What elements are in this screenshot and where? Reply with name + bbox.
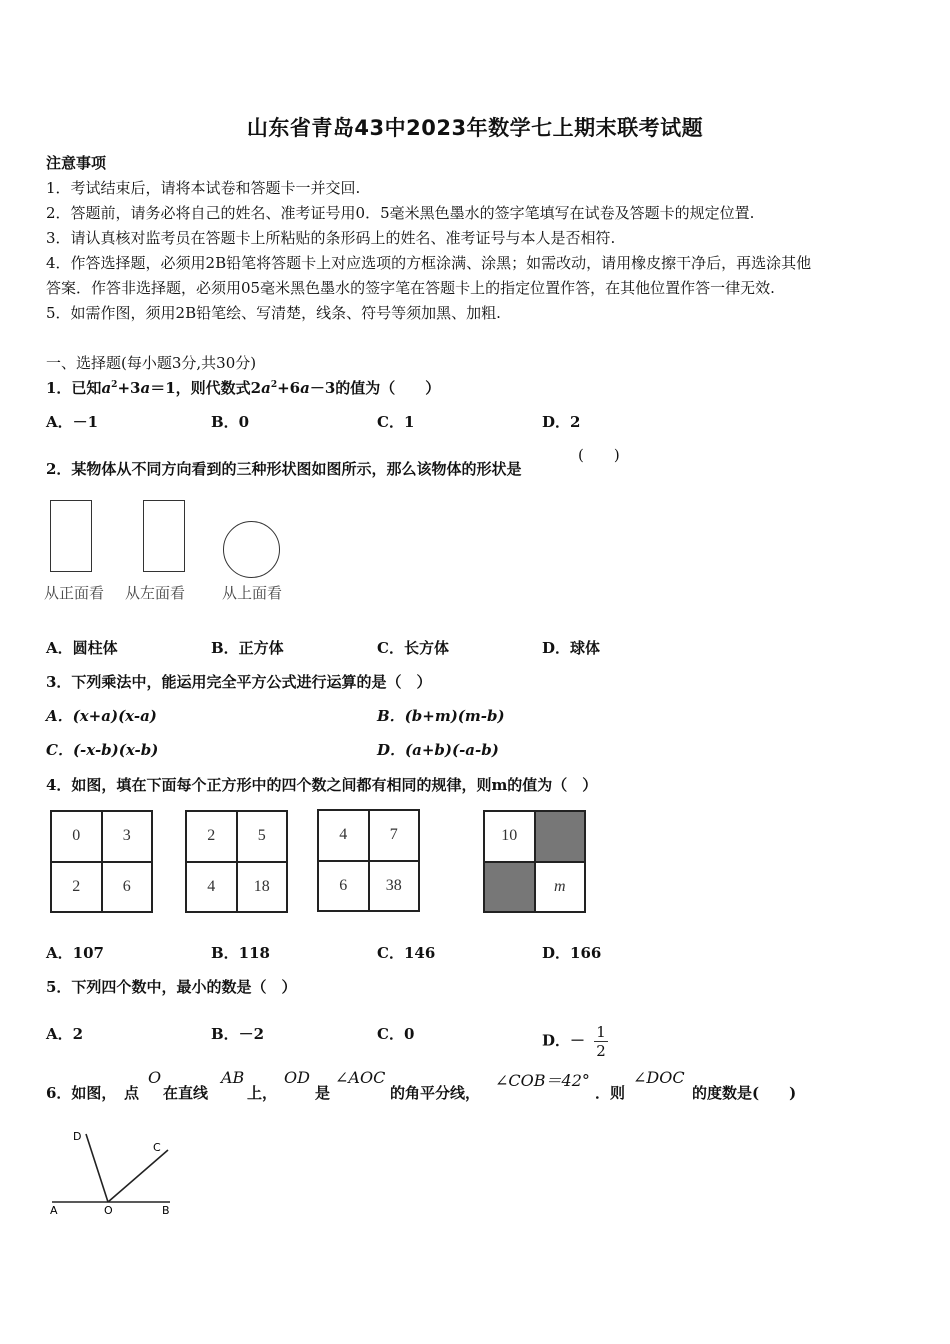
label-D: D bbox=[73, 1130, 82, 1143]
notice-item: 1．考试结束后，请将本试卷和答题卡一并交回. bbox=[46, 179, 361, 197]
grid-cell: 18 bbox=[237, 862, 288, 913]
front-view-rect bbox=[50, 500, 92, 572]
q2-option-d[interactable]: D．球体 bbox=[542, 639, 601, 657]
question-2-stem: 2．某物体从不同方向看到的三种形状图如图所示，那么该物体的形状是 bbox=[46, 460, 522, 478]
page-title: 山东省青岛43中2023年数学七上期末联考试题 bbox=[246, 116, 704, 140]
math-angle-AOC: ∠AOC bbox=[335, 1068, 386, 1087]
grid-cell: 0 bbox=[51, 811, 102, 862]
angle-figure bbox=[40, 1120, 190, 1220]
grid-cell: 6 bbox=[102, 862, 153, 913]
q1-option-a[interactable]: A．－1 bbox=[46, 413, 99, 431]
grid-cell: 2 bbox=[186, 811, 237, 862]
q6-text: 的角平分线， bbox=[390, 1084, 481, 1102]
view-label-left: 从左面看 bbox=[125, 584, 186, 602]
number-grid-3 bbox=[317, 809, 420, 912]
q3-option-c[interactable]: C．(-x-b)(x-b) bbox=[46, 741, 159, 759]
notice-heading: 注意事项 bbox=[46, 154, 107, 172]
grid-cell: 4 bbox=[186, 862, 237, 913]
q6-text: 的度数是( ) bbox=[692, 1084, 797, 1102]
grid-cell-shaded bbox=[484, 862, 535, 913]
q5-option-c[interactable]: C．0 bbox=[377, 1025, 415, 1043]
math-O: O bbox=[148, 1068, 162, 1087]
q6-text: 在直线 bbox=[163, 1084, 209, 1102]
ray-OC bbox=[108, 1150, 168, 1202]
number-grid-1 bbox=[50, 810, 153, 913]
q5-option-b[interactable]: B．－2 bbox=[211, 1025, 265, 1043]
label-C: C bbox=[153, 1141, 161, 1154]
q4-option-d[interactable]: D．166 bbox=[542, 944, 602, 962]
label-O: O bbox=[104, 1204, 113, 1217]
q3-option-a[interactable]: A．(x+a)(x-a) bbox=[46, 707, 157, 725]
side-view-rect bbox=[143, 500, 185, 572]
math-angle-COB: ∠COB＝42° bbox=[495, 1071, 590, 1090]
q4-option-b[interactable]: B．118 bbox=[211, 944, 270, 962]
question-1-stem: 1．已知$a^2+3a=1$，则代数式$2a^2+6a-3$的值为（ ） bbox=[46, 379, 441, 397]
question-6-prefix: 6．如图， 点 bbox=[46, 1084, 139, 1102]
grid-cell: 5 bbox=[237, 811, 288, 862]
notice-item: 答案．作答非选择题，必须用05毫米黑色墨水的签字笔在答题卡上的指定位置作答，在其他位置作答一律无效. bbox=[46, 279, 775, 297]
label-A: A bbox=[50, 1204, 58, 1217]
label-B: B bbox=[162, 1204, 170, 1217]
q2-option-a[interactable]: A．圆柱体 bbox=[46, 639, 118, 657]
ray-OD bbox=[86, 1134, 108, 1202]
q1-option-d[interactable]: D．2 bbox=[542, 413, 581, 431]
fraction: $\frac{1}{2}$ bbox=[596, 1023, 606, 1060]
grid-cell: 4 bbox=[318, 810, 369, 861]
grid-cell-shaded bbox=[535, 811, 586, 862]
notice-item: 2．答题前，请务必将自己的姓名、准考证号用0．5毫米黑色墨水的签字笔填写在试卷及答题卡的规定位置. bbox=[46, 204, 755, 222]
top-view-circle bbox=[223, 521, 280, 578]
q5-option-a[interactable]: A．2 bbox=[46, 1025, 84, 1043]
number-grid-2 bbox=[185, 810, 288, 913]
grid-cell: 2 bbox=[51, 862, 102, 913]
q3-option-b[interactable]: B．(b+m)(m-b) bbox=[377, 707, 505, 725]
q5-option-d[interactable]: D．－ $\frac{1}{2}$ bbox=[542, 1023, 606, 1060]
q4-option-a[interactable]: A．107 bbox=[46, 944, 104, 962]
grid-cell: m bbox=[535, 862, 586, 913]
math-AB: AB bbox=[221, 1068, 245, 1087]
notice-item: 3．请认真核对监考员在答题卡上所粘贴的条形码上的姓名、准考证号与本人是否相符. bbox=[46, 229, 616, 247]
q2-option-c[interactable]: C．长方体 bbox=[377, 639, 449, 657]
q3-option-d[interactable]: D．(a+b)(-a-b) bbox=[377, 741, 499, 759]
number-grid-4 bbox=[483, 810, 586, 913]
math-angle-DOC: ∠DOC bbox=[633, 1068, 685, 1087]
q4-option-c[interactable]: C．146 bbox=[377, 944, 436, 962]
q1-option-c[interactable]: C．1 bbox=[377, 413, 415, 431]
view-label-top: 从上面看 bbox=[222, 584, 283, 602]
math-OD: OD bbox=[284, 1068, 310, 1087]
grid-cell: 10 bbox=[484, 811, 535, 862]
section-heading: 一、选择题(每小题3分,共30分) bbox=[46, 354, 257, 372]
q6-text: ．则 bbox=[595, 1084, 626, 1102]
grid-cell: 3 bbox=[102, 811, 153, 862]
q6-text: 是 bbox=[315, 1084, 331, 1102]
question-4-stem: 4．如图，填在下面每个正方形中的四个数之间都有相同的规律，则m的值为（ ） bbox=[46, 776, 598, 794]
question-3-stem: 3．下列乘法中，能运用完全平方公式进行运算的是（ ） bbox=[46, 673, 432, 691]
q1-option-b[interactable]: B．0 bbox=[211, 413, 250, 431]
question-5-stem: 5．下列四个数中，最小的数是（ ） bbox=[46, 978, 297, 996]
notice-item: 5．如需作图，须用2B铅笔绘、写清楚，线条、符号等须加黑、加粗. bbox=[46, 304, 501, 322]
q6-text: 上， bbox=[247, 1084, 278, 1102]
q2-option-b[interactable]: B．正方体 bbox=[211, 639, 284, 657]
grid-cell: 7 bbox=[369, 810, 420, 861]
view-label-front: 从正面看 bbox=[44, 584, 105, 602]
grid-cell: 38 bbox=[369, 861, 420, 912]
grid-cell: 6 bbox=[318, 861, 369, 912]
answer-paren: ( ) bbox=[578, 446, 620, 464]
notice-item: 4．作答选择题，必须用2B铅笔将答题卡上对应选项的方框涂满、涂黑；如需改动，请用橡皮擦干净后，再选涂其他 bbox=[46, 254, 812, 272]
